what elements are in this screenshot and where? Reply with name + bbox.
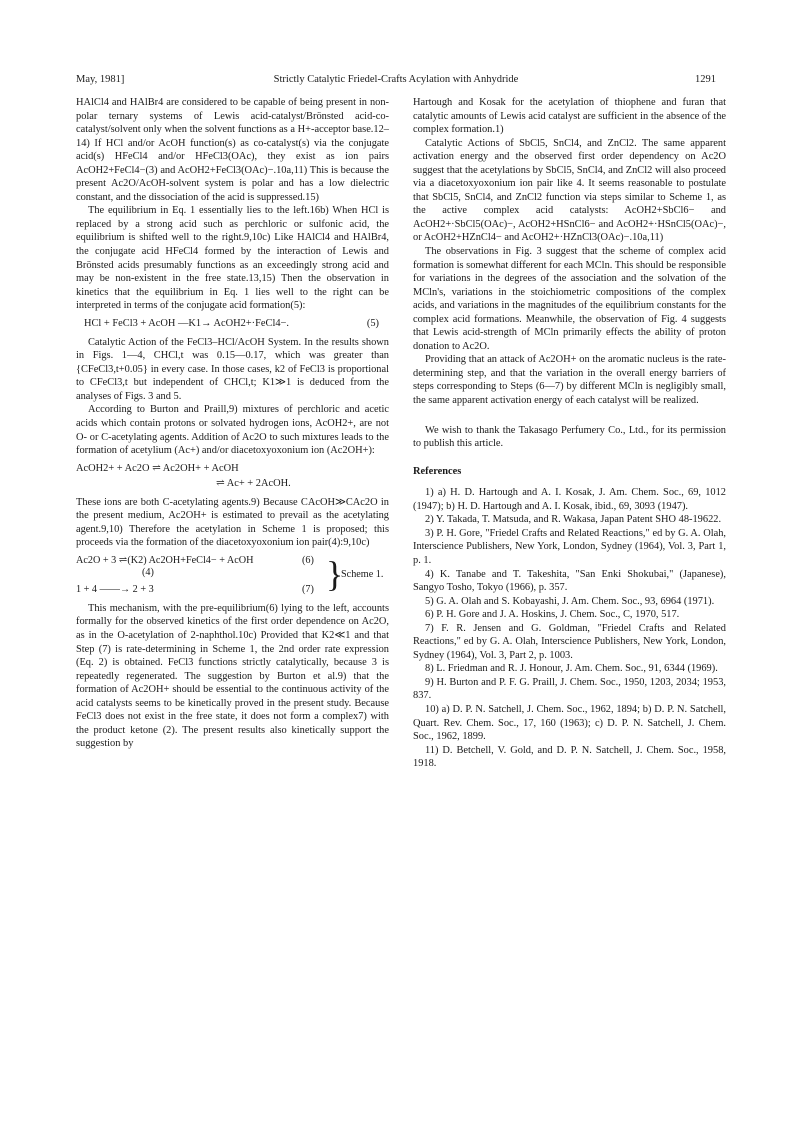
scheme-1 (76, 554, 389, 598)
ion-pair-label: (4) (142, 566, 154, 578)
paragraph: Catalytic Actions of SbCl5, SnCl4, and ZnCl2. The same apparent activation energy and the observed first order dependency on Ac2O suggest that the acetylations by SbCl5, SnCl4, and ZnCl2 will also proceed via a diacetoxyoxonium ion pair like 4. It seems reasonable to postulate that SbCl5, SnCl4, and ZnCl2 function via steps similar to Scheme 1, as the active complex acid catalysts: AcOH2+SbCl6− and AcOH2+·SbCl5(OAc)−, AcOH2+HSnCl6− and AcOH2+·HSnCl5(OAc)−, or AcOH2+HZnCl4− and AcOH2+·HZnCl3(OAc)−.10a,11) (413, 137, 726, 244)
equation-5 (76, 317, 389, 332)
paragraph: These ions are both C-acetylating agents.9) Because CAcOH≫CAc2O in the present medium, Ac2OH+ is estimated to prevail as the acetylating agent.9,10) Therefore the acetylation in Scheme 1 is proposed; this proceeds via the formation of the diacetoxyoxonium ion pair(4):9,10c) (76, 496, 389, 549)
step-number: (7) (302, 583, 314, 595)
reference-item: 4) K. Tanabe and T. Takeshita, "San Enki Shokubai," (Japanese), Sangyo Tosho, Tokyo (1966), p. 357. (413, 568, 726, 594)
reference-item: 8) L. Friedman and R. J. Honour, J. Am. Chem. Soc., 91, 6344 (1969). (425, 663, 718, 675)
left-column (76, 96, 389, 751)
paragraph: This mechanism, with the pre-equilibrium(6) lying to the left, accounts formally for the observed kinetics of the first order dependence on Ac2O, as in the O-acetylation of 2-naphthol.10c) Provided that K2≪1 and that Step (7) is rate-determining in Scheme 1, the 2nd order rate expression (Eq. 2) is obtained. FeCl3 functions strictly catalytically, because 3 is repeatedly regenerated. The suggestion by Burton et al.9) that the formation of Ac2OH+ should be essential to the continuous activity of the acid catalysts seems to be kinetically proved in the present study. Because FeCl3 does not exist in the free state, it does not form a complex7) with the product ketone (2). The present results also kinetically support the suggestion by (76, 602, 389, 750)
reference-item: 7) F. R. Jensen and G. Goldman, "Friedel Crafts and Related Reactions," ed by G. A. Olah, Interscience Publishers, New York, London, Sydney (1964), Vol. 3, Part 2, p. 1003. (413, 622, 726, 661)
paragraph: HAlCl4 and HAlBr4 are considered to be capable of being present in non-polar ternary systems of Lewis acid-catalyst/Brönsted acid-co-catalyst/solvent only when the solvent functions as a H+-acceptor base.12–14) If HCl and/or AcOH function(s) as co-catalyst(s) via the conjugate acid(s) HFeCl4 and/or HFeCl3(OAc), they exist as ion pairs AcOH2+FeCl4−(3) and AcOH2+FeCl3(OAc)−.10a,11) This is because the present Ac2O/AcOH-solvent system is polar and has a low dielectric constant, and the dissociation of the acid is suppressed.15) (76, 97, 389, 203)
right-column (413, 96, 726, 771)
equation-line: ⇌ Ac+ + 2AcOH. (216, 477, 291, 489)
acetylium-equilibrium (76, 462, 389, 492)
spacer (413, 408, 726, 424)
reference-item: 10) a) D. P. N. Satchell, J. Chem. Soc., 1962, 1894; b) D. P. N. Satchell, Quart. Rev. Chem. Soc., 17, 160 (1963); c) D. P. N. Satchell, J. Chem. Soc., 1962, 1899. (413, 703, 726, 743)
reference-item: 11) D. Betchell, V. Gold, and D. P. N. Satchell, J. Chem. Soc., 1958, 1918. (413, 744, 726, 770)
acknowledgement: We wish to thank the Takasago Perfumery Co., Ltd., for its permission to publish this article. (413, 424, 726, 450)
scheme-step-7: 1 + 4 ——→ 2 + 3 (76, 583, 154, 595)
references-heading: References (413, 465, 462, 477)
reference-item: 6) P. H. Gore and J. A. Hoskins, J. Chem. Soc., C, 1970, 517. (425, 609, 680, 621)
page-number: 1291 (695, 74, 716, 85)
paragraph: The observations in Fig. 3 suggest that the scheme of complex acid formation is somewhat different for each MCln. This should be responsible for variations in the degrees of the association and the solvation of the MCln's, variations in the stoichiometric compositions of the complex acids, and variations in the magnitudes of the equilibrium constants for the complex acid formations. Meanwhile, the observation of Fig. 4 suggests that Lewis acid-strength of MCln primarily effects the ability of proton donation to Ac2O. (413, 246, 726, 352)
step-number: (6) (302, 554, 314, 566)
equation-line: AcOH2+ + Ac2O ⇌ Ac2OH+ + AcOH (76, 462, 239, 474)
paragraph: Hartough and Kosak for the acetylation of thiophene and furan that catalytic amounts of Lewis acid catalyst are sufficient in the absence of the complex formation.1) (413, 97, 726, 136)
reference-item: 5) G. A. Olah and S. Kobayashi, J. Am. Chem. Soc., 93, 6964 (1971). (425, 595, 715, 607)
paragraph: According to Burton and Praill,9) mixtures of perchloric and acetic acids which contain protons or solvated hydrogen ions, AcOH2+, are not O- or C-acetylating agents. Addition of Ac2O to such mixtures leads to the formation of acetylium (Ac+) and/or diacetoxyoxonium ion (Ac2OH+): (76, 404, 389, 457)
issue-date: May, 1981] (76, 74, 125, 85)
brace-glyph: } (326, 553, 344, 594)
paragraph: The equilibrium in Eq. 1 essentially lies to the left.16b) When HCl is replaced by a strong acid such as perchloric or sulfonic acid, the equilibrium is shifted well to the right.9,10c) Like HAlCl4 and HAlBr4, the conjugate acid HFeCl4 formed by the interaction of Lewis and Brönsted acids presumably functions as an exceedingly strong acid and may be non-existent in the free state.13,15) Then the observation in kinetics that the equilibrium in Eq. 1 lies well to the right can be interpreted in terms of the conjugate acid formation(5): (76, 205, 389, 312)
equation-number: (5) (366, 317, 379, 329)
scheme-step-6: Ac2O + 3 ⇌(K2) Ac2OH+FeCl4− + AcOH (76, 554, 254, 566)
references-list (413, 486, 726, 770)
equation-text: HCl + FeCl3 + AcOH —K1→ AcOH2+·FeCl4−. (84, 317, 289, 329)
scheme-label: Scheme 1. (341, 568, 384, 580)
reference-item: 3) P. H. Gore, "Friedel Crafts and Related Reactions," ed by G. A. Olah, Interscience Publishers, New York, London, Sydney (1964), Vol. 3, Part 1, p. 1. (413, 527, 726, 566)
running-header (76, 74, 716, 90)
paragraph: Providing that an attack of Ac2OH+ on the aromatic nucleus is the rate-determining step, and that the variation in the overall energy barriers of steps corresponding to Steps (6—7) by different MCln is negligibly small, the same apparent activation energy of each catalyst will be realized. (413, 354, 726, 407)
paragraph: Catalytic Action of the FeCl3–HCl/AcOH System. In the results shown in Figs. 1—4, CHCl,t was 0.15—0.17, which was greater than {CFeCl3,t+0.05} in every case. In those cases, k2 of FeCl3 is proportional to CFeCl3,t but independent of CHCl,t; K1≫1 is deduced from the analyses of Figs. 3 and 5. (76, 336, 389, 402)
running-title: Strictly Catalytic Friedel-Crafts Acylation with Anhydride (273, 74, 519, 85)
reference-item: 1) a) H. D. Hartough and A. I. Kosak, J. Am. Chem. Soc., 69, 1012 (1947); b) H. D. Hartough and A. I. Kosak, ibid., 69, 3093 (1947). (413, 487, 726, 512)
reference-item: 9) H. Burton and P. F. G. Praill, J. Chem. Soc., 1950, 1203, 2034; 1953, 837. (413, 676, 726, 702)
reference-item: 2) Y. Takada, T. Matsuda, and R. Wakasa, Japan Patent SHO 48-19622. (425, 514, 722, 526)
